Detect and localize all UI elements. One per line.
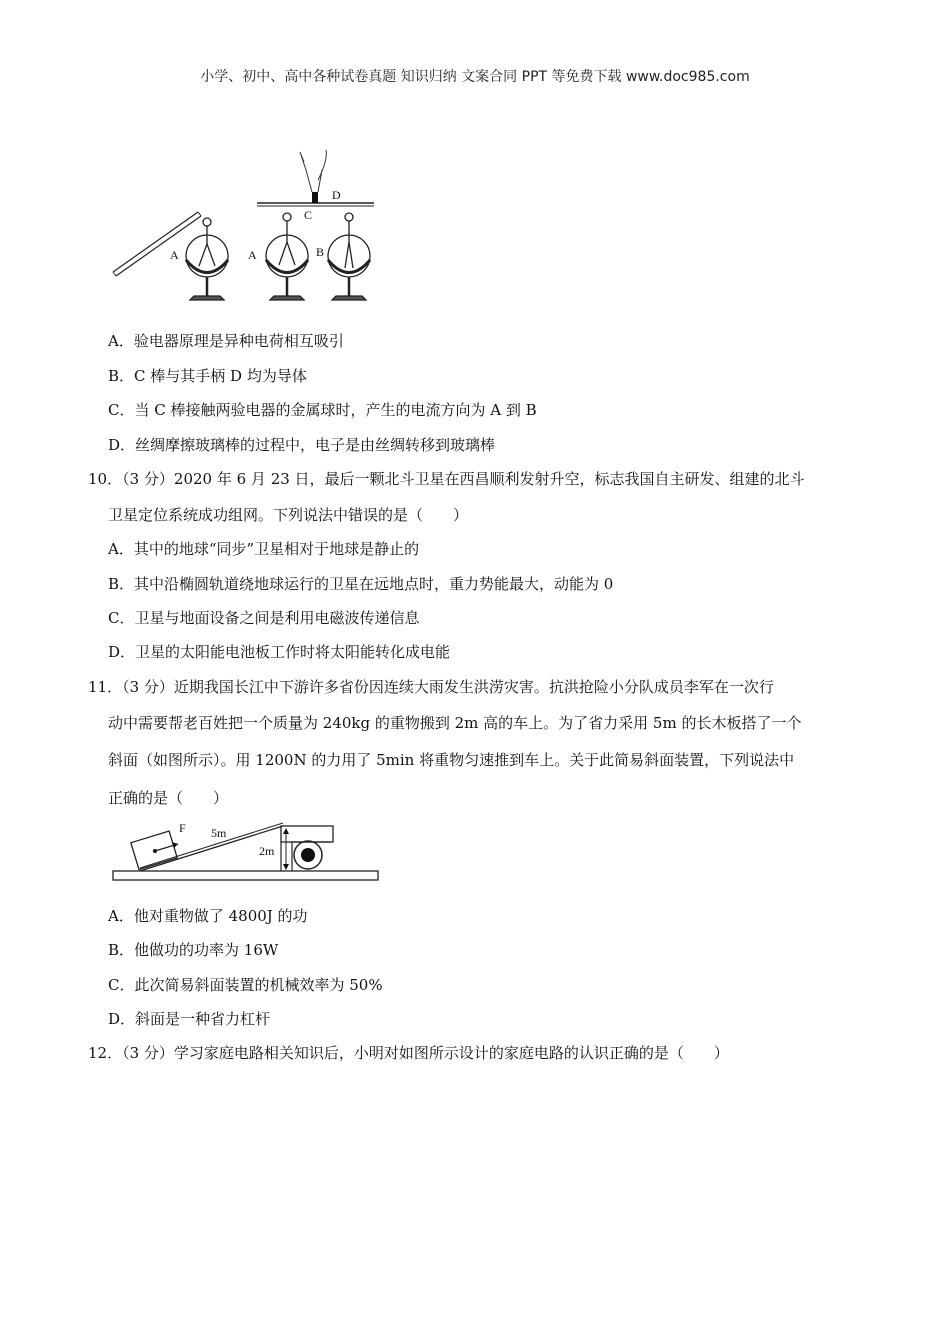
q11-option-a: A．他对重物做了 4800J 的功 [108,907,308,925]
label-b: B [316,245,325,259]
label-d: D [332,188,341,202]
label-c: C [304,208,313,222]
q10-option-c: C．卫星与地面设备之间是利用电磁波传递信息 [108,609,420,627]
q11-stem-line1: 11．（3 分）近期我国长江中下游许多省份因连续大雨发生洪涝灾害。抗洪抢险小分队成员李军在一次行 [88,678,774,696]
q11-stem-line3: 斜面（如图所示）。用 1200N 的力用了 5min 将重物匀速推到车上。关于此简易斜面装置，下列说法中 [108,751,795,769]
page-header: 小学、初中、高中各种试卷真题 知识归纳 文案合同 PPT 等免费下载 www.doc985.com [200,69,750,85]
q9-option-d: D．丝绸摩擦玻璃棒的过程中，电子是由丝绸转移到玻璃棒 [108,436,496,454]
force-label: F [179,821,186,835]
q9-option-a: A．验电器原理是异种电荷相互吸引 [108,332,344,350]
q9-option-c: C．当 C 棒接触两验电器的金属球时，产生的电流方向为 A 到 B [108,401,537,419]
q11-option-b: B．他做功的功率为 16W [108,941,279,959]
q10-stem-line2: 卫星定位系统成功组网。下列说法中错误的是（ ） [108,506,469,524]
label-a-left: A [170,248,179,262]
q10-option-d: D．卫星的太阳能电池板工作时将太阳能转化成电能 [108,643,451,661]
q11-option-d: D．斜面是一种省力杠杆 [108,1010,271,1028]
q10-stem-line1: 10．（3 分）2020 年 6 月 23 日，最后一颗北斗卫星在西昌顺利发射升空，标志我国自主研发、组建的北斗 [88,470,805,488]
q12-stem-line1: 12．（3 分）学习家庭电路相关知识后，小明对如图所示设计的家庭电路的认识正确的是（ ） [88,1044,729,1062]
label-a-mid: A [248,248,257,262]
length-label: 5m [211,826,227,840]
q9-option-b: B．C 棒与其手柄 D 均为导体 [108,367,307,385]
q10-option-b: B．其中沿椭圆轨道绕地球运行的卫星在远地点时，重力势能最大，动能为 0 [108,575,614,593]
height-label: 2m [259,844,275,858]
q10-option-a: A．其中的地球“同步”卫星相对于地球是静止的 [108,540,420,558]
q11-option-c: C．此次简易斜面装置的机械效率为 50% [108,976,383,994]
q11-stem-line2: 动中需要帮老百姓把一个质量为 240kg 的重物搬到 2m 高的车上。为了省力采用 5m 的长木板搭了一个 [108,714,802,732]
q11-stem-line4: 正确的是（ ） [108,789,229,807]
